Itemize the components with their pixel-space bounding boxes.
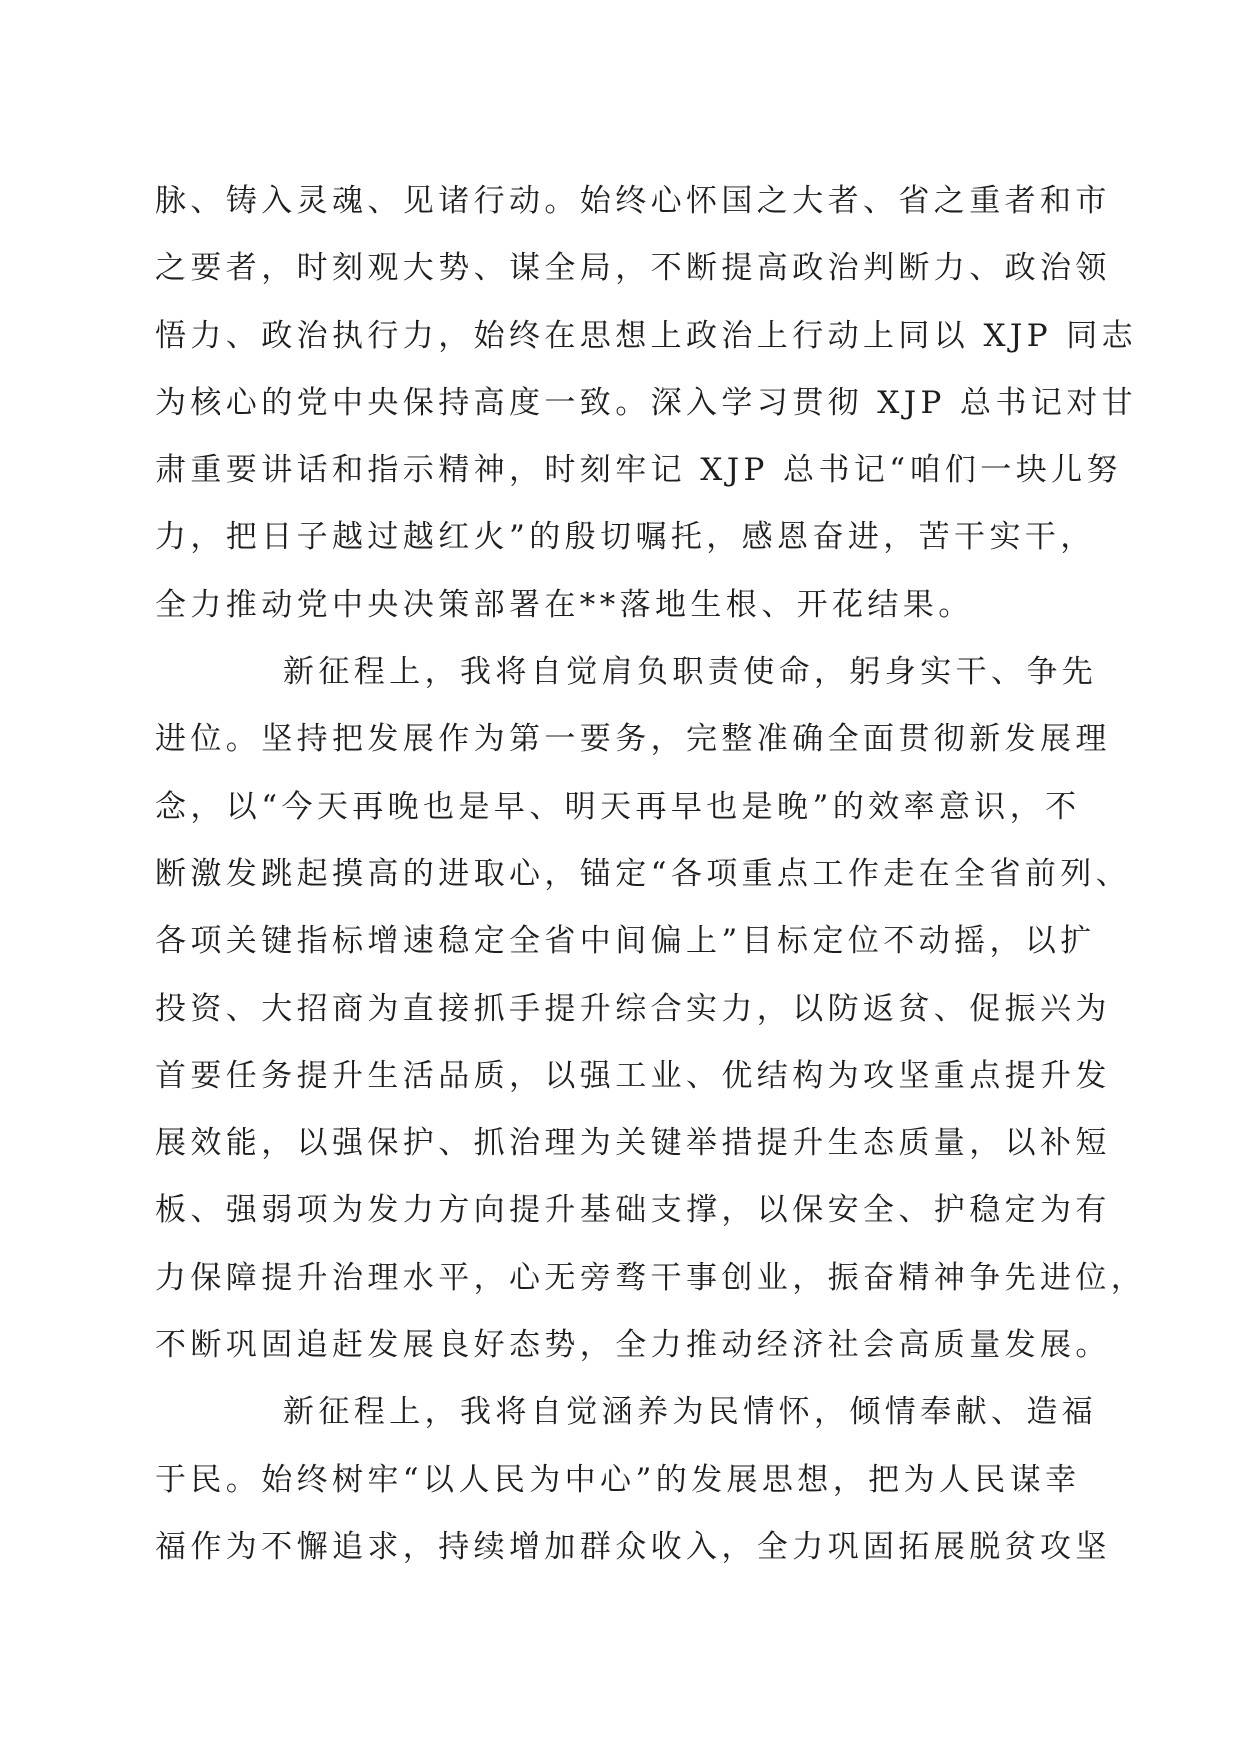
text-line: 于民。始终树牢“以人民为中心”的发展思想，把为人民谋幸 [155,1461,1081,1498]
text-line: 力保障提升治理水平，心无旁骛干事创业，振奋精神争先进位， [155,1259,1147,1296]
paragraph-first-line: 新征程上，我将自觉肩负职责使命，躬身实干、争先 [283,654,1098,691]
body-text [155,168,1147,1581]
paragraph-first-line: 新征程上，我将自觉涵养为民情怀，倾情奉献、造福 [283,1394,1098,1431]
text-line: 为核心的党中央保持高度一致。深入学习贯彻 XJP 总书记对甘 [155,384,1138,421]
text-line: 不断巩固追赶发展良好态势，全力推动经济社会高质量发展。 [155,1327,1111,1364]
text-line: 进位。坚持把发展作为第一要务，完整准确全面贯彻新发展理 [155,721,1111,758]
text-line: 全力推动党中央决策部署在**落地生根、开花结果。 [155,586,974,623]
text-line: 投资、大招商为直接抓手提升综合实力，以防返贫、促振兴为 [155,990,1111,1027]
text-line: 念，以“今天再晚也是早、明天再早也是晚”的效率意识，不 [155,788,1081,825]
text-line: 福作为不懈追求，持续增加群众收入，全力巩固拓展脱贫攻坚 [155,1528,1111,1565]
text-line: 首要任务提升生活品质，以强工业、优结构为攻坚重点提升发 [155,1057,1111,1094]
text-line: 展效能，以强保护、抓治理为关键举措提升生态质量，以补短 [155,1125,1111,1162]
text-line: 肃重要讲话和指示精神，时刻牢记 XJP 总书记“咱们一块儿努 [155,452,1122,489]
text-line: 脉、铸入灵魂、见诸行动。始终心怀国之大者、省之重者和市 [155,183,1111,219]
text-line: 各项关键指标增速稳定全省中间偏上”目标定位不动摇，以扩 [155,923,1096,960]
text-line: 断激发跳起摸高的进取心，锚定“各项重点工作走在全省前列、 [155,855,1132,892]
text-line: 板、强弱项为发力方向提升基础支撑，以保安全、护稳定为有 [155,1192,1111,1229]
text-line: 力，把日子越过越红火”的殷切嘱托，感恩奋进，苦干实干， [155,519,1096,556]
text-line: 悟力、政治执行力，始终在思想上政治上行动上同以 XJP 同志 [155,317,1138,354]
text-line: 之要者，时刻观大势、谋全局，不断提高政治判断力、政治领 [155,250,1111,287]
